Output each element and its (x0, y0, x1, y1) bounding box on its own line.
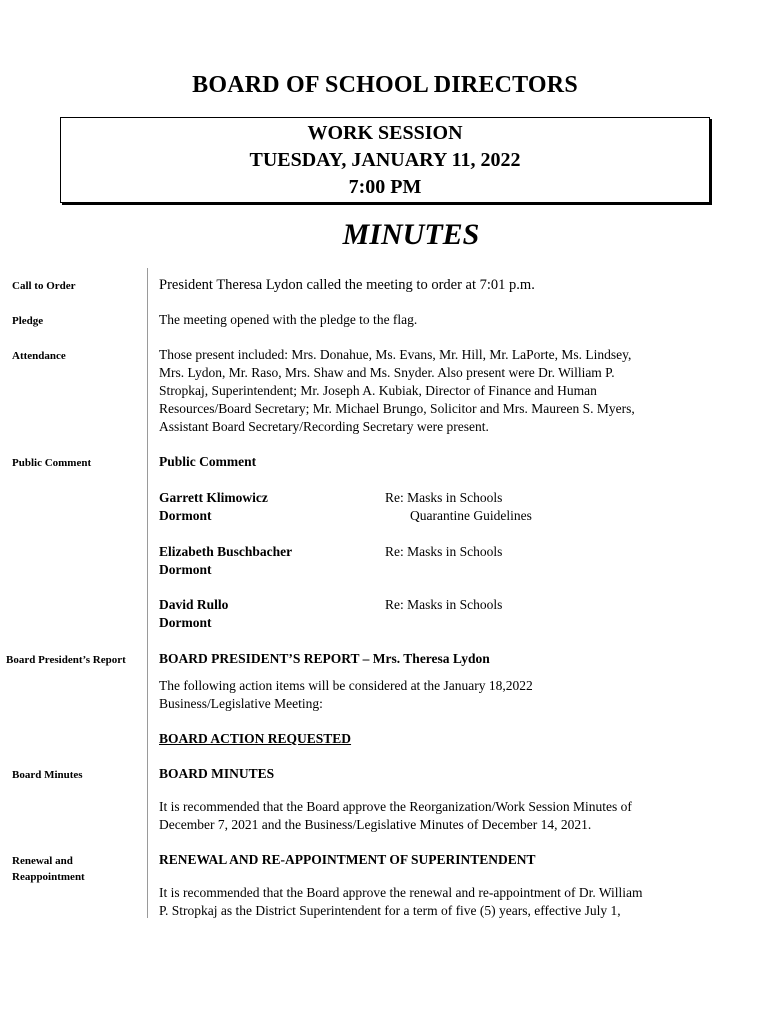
board-action-heading: BOARD ACTION REQUESTED (159, 731, 352, 746)
attendance-line: Resources/Board Secretary; Mr. Michael Brungo, Solicitor and Mrs. Maureen S. Myers, (159, 401, 635, 416)
side-label-attendance: Attendance (12, 350, 66, 362)
margin-divider (147, 268, 148, 918)
speaker-town: Dormont (159, 562, 212, 577)
attendance-line: Stropkaj, Superintendent; Mr. Joseph A. Kubiak, Director of Finance and Human (159, 383, 597, 398)
side-label-pledge: Pledge (12, 315, 44, 327)
president-report-line: Business/Legislative Meeting: (159, 696, 323, 711)
renewal-line: It is recommended that the Board approve the renewal and re-appointment of Dr. William (159, 885, 643, 900)
renewal-line: P. Stropkaj as the District Superintendent for a term of five (5) years, effective July 1, (159, 903, 621, 918)
board-minutes-heading: BOARD MINUTES (159, 766, 275, 781)
session-time: 7:00 PM (348, 176, 422, 198)
speaker-name: David Rullo (159, 597, 229, 612)
president-report-heading: BOARD PRESIDENT’S REPORT – Mrs. Theresa Lydon (159, 651, 490, 666)
attendance-line: Assistant Board Secretary/Recording Secretary were present. (159, 419, 489, 434)
session-date: TUESDAY, JANUARY 11, 2022 (249, 149, 521, 171)
president-report-line: The following action items will be considered at the January 18,2022 (159, 678, 533, 693)
speaker-name: Garrett Klimowicz (159, 490, 268, 505)
document-title: BOARD OF SCHOOL DIRECTORS (192, 72, 578, 98)
session-info-box (60, 117, 710, 203)
speaker-topic: Re: Masks in Schools (385, 544, 503, 559)
minutes-heading: MINUTES (342, 218, 480, 251)
speaker-town: Dormont (159, 615, 212, 630)
side-label-public-comment: Public Comment (12, 457, 92, 469)
side-label-board-minutes: Board Minutes (12, 769, 83, 781)
renewal-text (159, 884, 719, 920)
pledge-text: The meeting opened with the pledge to the flag. (159, 312, 418, 327)
renewal-heading: RENEWAL AND RE-APPOINTMENT OF SUPERINTENDENT (159, 852, 536, 867)
president-report-text (159, 677, 719, 713)
board-minutes-line: December 7, 2021 and the Business/Legislative Minutes of December 14, 2021. (159, 817, 592, 832)
side-label-call-to-order: Call to Order (12, 280, 76, 292)
attendance-text (159, 346, 719, 436)
board-minutes-text (159, 798, 719, 834)
speaker-topic: Re: Masks in Schools (385, 597, 503, 612)
side-label-president-report: Board President’s Report (6, 654, 126, 666)
attendance-line: Those present included: Mrs. Donahue, Ms. Evans, Mr. Hill, Mr. LaPorte, Ms. Lindsey, (159, 347, 632, 362)
speaker-town: Dormont (159, 508, 212, 523)
attendance-line: Mrs. Lydon, Mr. Raso, Mrs. Shaw and Ms. Snyder. Also present were Dr. William P. (159, 365, 615, 380)
speaker-topic-secondary: Quarantine Guidelines (410, 508, 532, 523)
session-type: WORK SESSION (307, 122, 463, 144)
call-to-order-text: President Theresa Lydon called the meeting to order at 7:01 p.m. (159, 277, 535, 293)
side-label-renewal (12, 853, 85, 885)
board-minutes-line: It is recommended that the Board approve the Reorganization/Work Session Minutes of (159, 799, 632, 814)
side-label-line: Renewal and (12, 855, 73, 867)
speaker-name: Elizabeth Buschbacher (159, 544, 293, 559)
speaker-topic: Re: Masks in Schools (385, 490, 503, 505)
public-comment-heading: Public Comment (159, 454, 257, 469)
side-label-line: Reappointment (12, 871, 85, 883)
